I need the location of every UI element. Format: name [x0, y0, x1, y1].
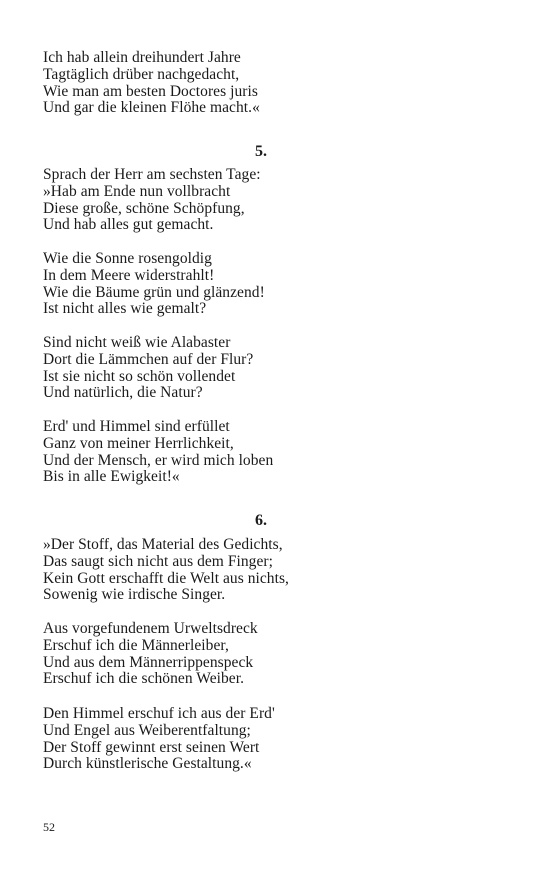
verse-line: Wie die Bäume grün und glänzend! — [43, 283, 265, 301]
section6-stanza-2 — [43, 621, 473, 688]
verse-line: Den Himmel erschuf ich aus der Erd' — [43, 705, 275, 722]
page-number: 52 — [43, 820, 55, 834]
verse-line: Der Stoff gewinnt erst seinen Wert — [43, 738, 260, 756]
verse-line: Dort die Lämmchen auf der Flur? — [43, 350, 254, 368]
verse-line: »Der Stoff, das Material des Gedichts, — [43, 536, 283, 553]
section5-stanza-3 — [43, 335, 473, 402]
verse-line: Und hab alles gut gemacht. — [43, 216, 214, 234]
section5-stanza-2 — [43, 251, 473, 318]
verse-line: Kein Gott erschafft die Welt aus nichts, — [43, 569, 289, 587]
section-number-6: 6. — [255, 512, 267, 529]
verse-line: Und der Mensch, er wird mich loben — [43, 451, 274, 469]
verse-line: Wie die Sonne rosengoldig — [43, 250, 212, 267]
section5-stanza-1 — [43, 167, 473, 234]
verse-line: »Hab am Ende nun vollbracht — [43, 182, 231, 200]
verse-line: Das saugt sich nicht aus dem Finger; — [43, 552, 273, 570]
verse-line: Erschuf ich die Männerleiber, — [43, 636, 229, 654]
verse-line: Und natürlich, die Natur? — [43, 384, 203, 402]
verse-line: Erd' und Himmel sind erfüllet — [43, 418, 230, 435]
section6-stanza-1 — [43, 537, 473, 604]
verse-line: Diese große, schöne Schöpfung, — [43, 199, 245, 217]
section-number-5: 5. — [255, 143, 267, 160]
verse-line: Ist nicht alles wie gemalt? — [43, 300, 207, 318]
section6-stanza-3 — [43, 706, 473, 773]
verse-line: Und Engel aus Weiberentfaltung; — [43, 721, 251, 739]
verse-line: Bis in alle Ewigkeit!« — [43, 468, 180, 486]
verse-line: Durch künstlerische Gestaltung.« — [43, 755, 252, 773]
verse-line: Ganz von meiner Herrlichkeit, — [43, 434, 234, 452]
verse-line: Erschuf ich die schönen Weiber. — [43, 670, 245, 688]
verse-line: Wie man am besten Doctores juris — [43, 82, 258, 100]
verse-line: Sprach der Herr am sechsten Tage: — [43, 166, 261, 183]
section5-stanza-4 — [43, 419, 473, 486]
verse-line: In dem Meere widerstrahlt! — [43, 266, 215, 284]
stanza-intro — [43, 50, 473, 117]
verse-line: Aus vorgefundenem Urweltsdreck — [43, 620, 258, 637]
verse-line: Tagtäglich drüber nachgedacht, — [43, 65, 240, 83]
verse-line: Ich hab allein dreihundert Jahre — [43, 49, 241, 66]
verse-line: Sowenig wie irdische Singer. — [43, 586, 226, 604]
verse-line: Und aus dem Männerrippenspeck — [43, 653, 254, 671]
verse-line: Ist sie nicht so schön vollendet — [43, 367, 236, 385]
verse-line: Und gar die kleinen Flöhe macht.« — [43, 99, 260, 117]
verse-line: Sind nicht weiß wie Alabaster — [43, 334, 231, 351]
